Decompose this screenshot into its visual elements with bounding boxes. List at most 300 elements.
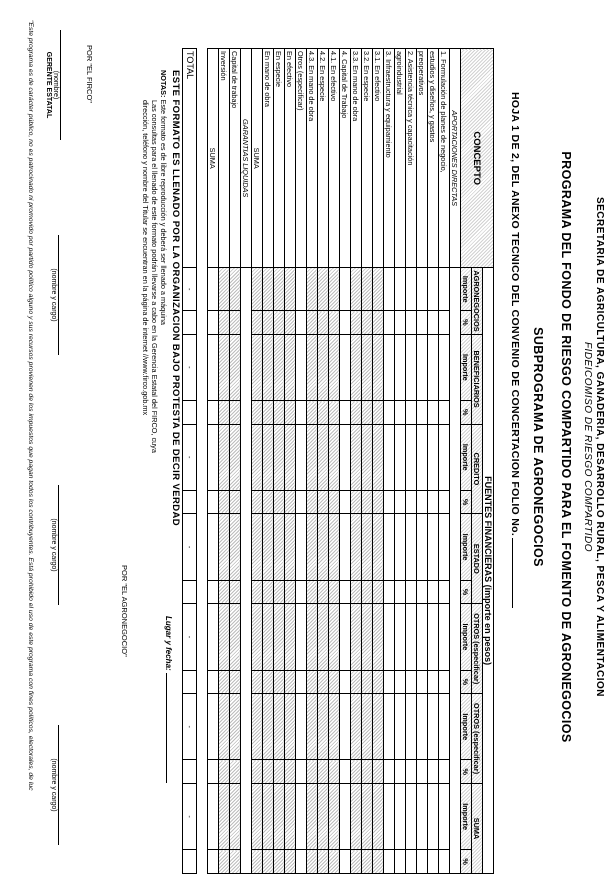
percent-cell[interactable] [318,580,329,604]
importe-cell[interactable] [373,268,384,311]
importe-cell[interactable] [263,424,274,490]
importe-cell[interactable] [395,694,406,760]
importe-cell[interactable] [362,694,373,760]
importe-cell[interactable] [230,424,241,490]
percent-cell[interactable] [395,850,406,874]
percent-cell[interactable] [373,850,384,874]
importe-cell[interactable] [428,268,439,311]
total-cell [183,580,197,604]
importe-cell[interactable] [329,268,340,311]
percent-cell[interactable] [395,490,406,514]
importe-cell[interactable] [395,514,406,580]
percent-cell[interactable] [362,670,373,694]
importe-cell[interactable] [439,783,450,849]
importe-cell[interactable] [351,424,362,490]
percent-cell[interactable] [373,401,384,425]
percent-cell[interactable] [340,401,351,425]
importe-cell[interactable] [373,604,384,670]
suma-label: SUMA [252,49,263,268]
percent-cell[interactable] [307,850,318,874]
importe-cell[interactable] [384,424,395,490]
row-label: Inversión [219,49,230,268]
percent-cell[interactable] [219,760,230,784]
percent-cell[interactable] [274,401,285,425]
importe-cell[interactable] [384,604,395,670]
percent-cell[interactable] [351,311,362,335]
importe-cell[interactable] [318,694,329,760]
percent-cell[interactable] [296,760,307,784]
importe-cell[interactable] [285,334,296,400]
percent-cell[interactable] [329,670,340,694]
importe-cell[interactable] [296,694,307,760]
importe-cell[interactable] [417,604,428,670]
importe-cell[interactable] [362,514,373,580]
percent-cell[interactable] [439,760,450,784]
importe-cell[interactable] [285,783,296,849]
importe-cell[interactable] [285,604,296,670]
percent-cell[interactable] [318,311,329,335]
percent-cell[interactable] [428,670,439,694]
percent-cell[interactable] [417,850,428,874]
percent-cell[interactable] [329,401,340,425]
percent-cell[interactable] [318,760,329,784]
importe-cell[interactable] [274,424,285,490]
suma-cell [252,401,263,425]
percent-cell[interactable] [219,490,230,514]
percent-cell[interactable] [329,311,340,335]
importe-cell[interactable] [296,783,307,849]
table-row [318,49,329,874]
row-label: 1. Formulación de planes de negocio, [439,49,450,268]
percent-cell[interactable] [340,760,351,784]
percent-cell[interactable] [351,490,362,514]
percent-cell[interactable] [395,401,406,425]
importe-cell[interactable] [406,268,417,311]
importe-cell[interactable] [439,604,450,670]
percent-cell[interactable] [329,490,340,514]
percent-cell[interactable] [296,670,307,694]
percent-cell[interactable] [307,760,318,784]
percent-cell[interactable] [439,401,450,425]
importe-cell[interactable] [230,783,241,849]
suma2-cell [208,760,219,784]
importe-cell[interactable] [395,604,406,670]
note-3: dirección, teléfono y nombre del Titular se encuentran en la página de internet //www.firco.gob.mx [141,100,150,416]
importe-cell[interactable] [362,424,373,490]
percent-cell[interactable] [230,580,241,604]
percent-cell[interactable] [395,311,406,335]
importe-cell[interactable] [428,694,439,760]
importe-cell[interactable] [428,783,439,849]
importe-cell[interactable] [285,514,296,580]
table-row [296,49,307,874]
percent-cell[interactable] [384,760,395,784]
percent-cell[interactable] [439,490,450,514]
importe-cell[interactable] [417,268,428,311]
percent-cell[interactable] [263,760,274,784]
signature-line-2 [58,235,59,355]
percent-cell[interactable] [362,311,373,335]
percent-cell[interactable] [351,580,362,604]
importe-cell[interactable] [274,334,285,400]
percent-cell[interactable] [417,670,428,694]
importe-cell[interactable] [318,604,329,670]
percent-cell[interactable] [263,670,274,694]
importe-cell[interactable] [384,694,395,760]
group-otros-1: OTROS (especificar) [472,604,483,694]
importe-cell[interactable] [439,514,450,580]
importe-cell[interactable] [428,334,439,400]
importe-cell[interactable] [362,268,373,311]
percent-cell[interactable] [219,670,230,694]
importe-cell[interactable] [296,268,307,311]
importe-cell[interactable] [285,424,296,490]
importe-cell[interactable] [329,514,340,580]
importe-cell[interactable] [274,268,285,311]
percent-cell[interactable] [406,490,417,514]
percent-cell[interactable] [318,401,329,425]
importe-cell[interactable] [263,514,274,580]
percent-cell[interactable] [318,670,329,694]
percent-cell[interactable] [230,670,241,694]
percent-cell[interactable] [428,401,439,425]
importe-cell[interactable] [219,424,230,490]
importe-cell[interactable] [395,783,406,849]
suma-cell [252,424,263,490]
percent-cell[interactable] [274,760,285,784]
importe-cell[interactable] [263,694,274,760]
percent-cell[interactable] [351,850,362,874]
importe-cell[interactable] [373,783,384,849]
importe-cell[interactable] [340,783,351,849]
percent-cell[interactable] [307,401,318,425]
percent-cell[interactable] [230,401,241,425]
importe-cell[interactable] [230,604,241,670]
importe-cell[interactable] [340,334,351,400]
percent-cell[interactable] [384,670,395,694]
importe-cell[interactable] [307,334,318,400]
percent-cell[interactable] [285,401,296,425]
importe-cell[interactable] [329,783,340,849]
percent-cell[interactable] [395,670,406,694]
importe-cell[interactable] [384,783,395,849]
importe-cell[interactable] [406,604,417,670]
percent-cell[interactable] [406,850,417,874]
percent-cell[interactable] [351,760,362,784]
importe-cell[interactable] [230,694,241,760]
importe-cell[interactable] [373,424,384,490]
importe-cell[interactable] [219,783,230,849]
financing-table [182,48,494,874]
importe-cell[interactable] [362,783,373,849]
importe-cell[interactable] [219,604,230,670]
importe-cell[interactable] [329,334,340,400]
importe-cell[interactable] [230,268,241,311]
importe-cell[interactable] [351,783,362,849]
importe-cell[interactable] [318,783,329,849]
importe-cell[interactable] [351,694,362,760]
percent-cell[interactable] [285,760,296,784]
importe-cell[interactable] [362,604,373,670]
percent-cell[interactable] [307,311,318,335]
percent-cell[interactable] [285,580,296,604]
percent-cell[interactable] [362,580,373,604]
importe-cell[interactable] [340,694,351,760]
importe-cell[interactable] [439,424,450,490]
percent-cell[interactable] [340,311,351,335]
importe-cell[interactable] [219,334,230,400]
percent-cell[interactable] [296,850,307,874]
percent-cell[interactable] [417,401,428,425]
percent-cell[interactable] [329,580,340,604]
percent-cell[interactable] [219,580,230,604]
percent-cell[interactable] [362,490,373,514]
percent-cell[interactable] [373,490,384,514]
importe-cell[interactable] [384,334,395,400]
importe-cell[interactable] [263,604,274,670]
suma2-cell [208,514,219,580]
row-label: estudios y diseños, y gastos [428,49,439,268]
percent-cell[interactable] [439,850,450,874]
importe-cell[interactable] [274,514,285,580]
importe-cell[interactable] [263,334,274,400]
importe-cell[interactable] [351,514,362,580]
percent-cell[interactable] [219,401,230,425]
importe-cell[interactable] [307,604,318,670]
importe-cell[interactable] [406,424,417,490]
percent-cell[interactable] [263,580,274,604]
percent-cell[interactable] [285,670,296,694]
percent-cell[interactable] [263,490,274,514]
percent-cell[interactable] [285,311,296,335]
importe-cell[interactable] [230,334,241,400]
percent-cell[interactable] [362,850,373,874]
importe-cell[interactable] [285,694,296,760]
importe-cell[interactable] [340,424,351,490]
percent-cell[interactable] [406,311,417,335]
importe-cell[interactable] [417,694,428,760]
percent-cell[interactable] [351,401,362,425]
percent-cell[interactable] [406,670,417,694]
importe-cell[interactable] [395,424,406,490]
suma2-cell [208,604,219,670]
percent-cell[interactable] [384,580,395,604]
importe-cell[interactable] [219,694,230,760]
table-row [230,49,241,874]
importe-cell[interactable] [307,514,318,580]
importe-cell[interactable] [219,514,230,580]
percent-cell[interactable] [351,670,362,694]
total-cell [183,490,197,514]
importe-cell[interactable] [340,514,351,580]
percent-cell[interactable] [384,850,395,874]
importe-cell[interactable] [307,424,318,490]
importe-cell[interactable] [362,334,373,400]
importe-cell[interactable] [307,783,318,849]
percent-cell[interactable] [340,580,351,604]
importe-cell[interactable] [307,694,318,760]
percent-cell[interactable] [384,311,395,335]
suma2-cell [208,783,219,849]
percent-cell[interactable] [230,490,241,514]
importe-cell[interactable] [318,334,329,400]
importe-cell[interactable] [373,514,384,580]
importe-cell[interactable] [439,694,450,760]
gap-cell [197,424,208,490]
importe-cell[interactable] [417,783,428,849]
percent-cell[interactable] [417,580,428,604]
importe-cell[interactable] [274,783,285,849]
importe-cell[interactable] [373,334,384,400]
percent-cell[interactable] [274,580,285,604]
importe-cell[interactable] [274,694,285,760]
importe-cell[interactable] [351,268,362,311]
importe-cell[interactable] [406,334,417,400]
percent-cell[interactable] [263,401,274,425]
percent-header: % [461,850,472,874]
percent-cell[interactable] [384,490,395,514]
notes-label: NOTAS: [159,70,168,98]
percent-cell[interactable] [285,490,296,514]
percent-cell[interactable] [263,850,274,874]
sources-header: FUENTES FINANCIERAS (importe en pesos) [483,268,494,874]
gap-cell [197,514,208,580]
percent-cell[interactable] [439,670,450,694]
importe-cell[interactable] [329,694,340,760]
table-row [329,49,340,874]
importe-cell[interactable] [285,268,296,311]
percent-cell[interactable] [296,490,307,514]
total-cell [183,670,197,694]
percent-cell[interactable] [406,401,417,425]
importe-cell[interactable] [406,514,417,580]
percent-cell[interactable] [362,401,373,425]
percent-cell[interactable] [230,760,241,784]
percent-cell[interactable] [395,580,406,604]
percent-cell[interactable] [274,850,285,874]
importe-cell[interactable] [219,268,230,311]
percent-cell[interactable] [417,311,428,335]
percent-cell[interactable] [428,490,439,514]
importe-cell[interactable] [373,694,384,760]
percent-cell[interactable] [428,760,439,784]
percent-cell[interactable] [428,850,439,874]
importe-cell[interactable] [439,268,450,311]
signature-line-firco [60,30,61,140]
percent-cell[interactable] [230,311,241,335]
importe-cell[interactable] [329,424,340,490]
percent-cell[interactable] [417,490,428,514]
percent-cell[interactable] [340,670,351,694]
importe-cell[interactable] [406,783,417,849]
percent-cell[interactable] [428,311,439,335]
importe-cell[interactable] [230,514,241,580]
percent-cell[interactable] [274,490,285,514]
percent-cell[interactable] [329,760,340,784]
percent-cell[interactable] [373,760,384,784]
importe-cell[interactable] [384,268,395,311]
percent-cell[interactable] [439,580,450,604]
importe-cell[interactable] [263,268,274,311]
percent-cell[interactable] [384,401,395,425]
percent-cell[interactable] [373,670,384,694]
importe-cell[interactable] [296,514,307,580]
percent-cell[interactable] [329,850,340,874]
percent-cell[interactable] [406,760,417,784]
place-date-blank[interactable] [166,673,167,783]
percent-cell[interactable] [285,850,296,874]
percent-cell[interactable] [318,850,329,874]
percent-cell[interactable] [274,311,285,335]
percent-cell[interactable] [296,401,307,425]
percent-cell[interactable] [340,850,351,874]
importe-cell[interactable] [318,514,329,580]
importe-cell[interactable] [296,424,307,490]
importe-cell[interactable] [296,334,307,400]
sig-firco-name: (nombre) [52,70,59,100]
importe-cell[interactable] [428,604,439,670]
percent-cell[interactable] [219,311,230,335]
importe-cell[interactable] [428,424,439,490]
importe-cell[interactable] [395,334,406,400]
percent-cell[interactable] [373,580,384,604]
percent-cell[interactable] [307,490,318,514]
percent-cell[interactable] [296,580,307,604]
importe-cell[interactable] [274,604,285,670]
aportaciones-row [450,49,461,874]
folio-blank[interactable] [512,538,513,608]
importe-cell[interactable] [307,268,318,311]
percent-cell[interactable] [219,850,230,874]
percent-cell[interactable] [439,311,450,335]
percent-cell[interactable] [263,311,274,335]
percent-cell[interactable] [417,760,428,784]
importe-cell[interactable] [318,424,329,490]
importe-cell[interactable] [439,334,450,400]
percent-cell[interactable] [296,311,307,335]
importe-cell[interactable] [428,514,439,580]
percent-cell[interactable] [373,311,384,335]
percent-cell[interactable] [362,760,373,784]
percent-cell[interactable] [428,580,439,604]
importe-cell[interactable] [351,334,362,400]
importe-cell[interactable] [417,514,428,580]
percent-cell[interactable] [274,670,285,694]
importe-cell[interactable] [296,604,307,670]
percent-cell[interactable] [307,670,318,694]
percent-cell[interactable] [230,850,241,874]
note-line-1 [159,70,168,630]
importe-cell[interactable] [263,783,274,849]
importe-cell[interactable] [384,514,395,580]
percent-cell[interactable] [318,490,329,514]
importe-cell[interactable] [351,604,362,670]
importe-cell[interactable] [395,268,406,311]
importe-cell[interactable] [406,694,417,760]
importe-cell[interactable] [340,604,351,670]
percent-cell[interactable] [406,580,417,604]
importe-cell[interactable] [318,268,329,311]
importe-cell[interactable] [417,334,428,400]
importe-cell[interactable] [329,604,340,670]
importe-cell[interactable] [340,268,351,311]
percent-cell[interactable] [395,760,406,784]
percent-cell[interactable] [340,490,351,514]
row-label: 3.2. En especie [362,49,373,268]
percent-cell[interactable] [307,580,318,604]
importe-cell[interactable] [417,424,428,490]
total-cell: - [183,334,197,400]
